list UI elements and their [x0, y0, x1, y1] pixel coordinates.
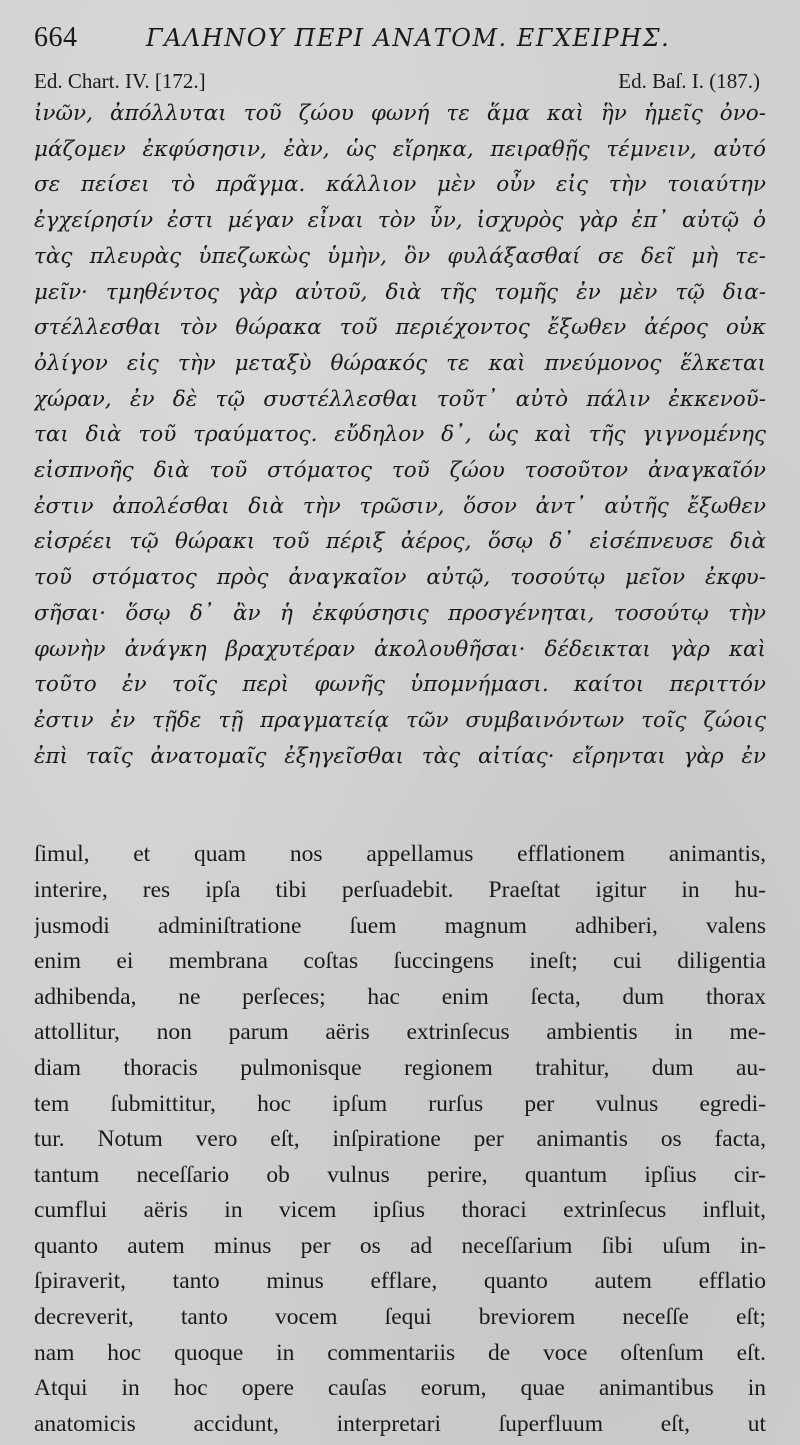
greek-text-line: χώραν, ἐν δὲ τῷ συστέλλεσθαι τοῦτ᾽ αὐτὸ πάλιν ἐκκενοῦ-	[34, 386, 766, 412]
greek-text-line: σε πείσει τὸ πρᾶγμα. κάλλιον μὲν οὖν εἰς τὴν τοιαύτην	[34, 172, 766, 198]
greek-text-line: εἰσπνοῆς διὰ τοῦ στόματος τοῦ ζώου τοσοῦτον ἀναγκαῖόν	[34, 458, 766, 484]
running-head	[34, 22, 766, 66]
greek-text-line: μεῖν· τμηθέντος γὰρ αὐτοῦ, διὰ τῆς τομῆς ἐν μὲν τῷ δια-	[34, 279, 766, 305]
greek-text-block	[34, 96, 766, 774]
greek-text-line: ἐστιν ἀπολέσθαι διὰ τὴν τρῶσιν, ὅσον ἀντ᾽ αὐτῆς ἔξωθεν	[34, 493, 766, 519]
greek-text-line: μάζομεν ἐκφύσησιν, ἐὰν, ὡς εἴρηκα, πειραθῇς τέμνειν, αὐτό	[34, 136, 766, 162]
greek-text-line: ἐγχείρησίν ἐστι μέγαν εἶναι τὸν ὗν, ἰσχυρὸς γὰρ ἐπ᾽ αὐτῷ ὁ	[34, 208, 766, 234]
running-title: ΓΑΛΗΝΟΥ ΠΕΡΙ ΑΝΑΤΟΜ. ΕΓΧΕΙΡΗΣ.	[146, 24, 671, 52]
latin-text-line: enim ei membrana coſtas ſuccingens ineſt; cui diligentia	[34, 948, 766, 975]
latin-text-line: anatomicis accidunt, interpretari ſuperfluum eſt, ut	[34, 1410, 766, 1437]
greek-text-line: τοῦτο ἐν τοῖς περὶ φωνῆς ὑπομνήμασι. καίτοι περιττόν	[34, 672, 766, 698]
greek-text-line: στέλλεσθαι τὸν θώρακα τοῦ περιέχοντος ἔξωθεν ἀέρος οὐκ	[34, 315, 766, 341]
edition-chart-reference: Ed. Chart. IV. [172.]	[34, 69, 206, 93]
latin-text-line: tur. Notum vero eſt, inſpiratione per animantis os facta,	[34, 1126, 766, 1153]
latin-text-line: diam thoracis pulmonisque regionem trahitur, dum au-	[34, 1054, 766, 1081]
greek-text-line: ἐστιν ἐν τῇδε τῇ πραγματείᾳ τῶν συμβαινόντων τοῖς ζώοις	[34, 707, 766, 733]
latin-text-line: ſimul, et quam nos appellamus efflationem animantis,	[34, 841, 766, 868]
greek-text-line: σῆσαι· ὅσῳ δ᾽ ἂν ἡ ἐκφύσησις προσγένηται, τοσούτῳ τὴν	[34, 600, 766, 626]
latin-text-block	[34, 837, 766, 1442]
page-number: 664	[34, 22, 78, 53]
latin-text-line: decreverit, tanto vocem ſequi breviorem neceſſe eſt;	[34, 1304, 766, 1331]
greek-text-line: τὰς πλευρὰς ὑπεζωκὼς ὑμὴν, ὃν φυλάξασθαί σε δεῖ μὴ τε-	[34, 243, 766, 269]
latin-text-line: ſpiraverit, tanto minus efflare, quanto autem efflatio	[34, 1268, 766, 1295]
section-gap	[34, 774, 766, 837]
latin-text-line: attollitur, non parum aëris extrinſecus ambientis in me-	[34, 1019, 766, 1046]
latin-text-line: adhibenda, ne perſeces; hac enim ſecta, dum thorax	[34, 983, 766, 1010]
latin-text-line: jusmodi adminiſtratione ſuem magnum adhiberi, valens	[34, 912, 766, 939]
latin-text-line: quanto autem minus per os ad neceſſarium ſibi uſum in-	[34, 1232, 766, 1259]
latin-text-line: interire, res ipſa tibi perſuadebit. Praeſtat igitur in hu-	[34, 876, 766, 903]
latin-text-line: Atqui in hoc opere cauſas eorum, quae animantibus in	[34, 1375, 766, 1402]
greek-text-line: ται διὰ τοῦ τραύματος. εὔδηλον δ᾽, ὡς καὶ τῆς γιγνομένης	[34, 422, 766, 448]
greek-text-line: ὀλίγον εἰς τὴν μεταξὺ θώρακός τε καὶ πνεύμονος ἕλκεται	[34, 350, 766, 376]
edition-basel-reference: Ed. Baſ. I. (187.)	[618, 69, 760, 93]
greek-text-line: φωνὴν ἀνάγκη βραχυτέραν ἀκολουθῆσαι· δέδεικται γὰρ καὶ	[34, 636, 766, 662]
greek-text-line: τοῦ στόματος πρὸς ἀναγκαῖον αὐτῷ, τοσούτῳ μεῖον ἐκφυ-	[34, 565, 766, 591]
latin-text-line: tantum neceſſario ob vulnus perire, quantum ipſius cir-	[34, 1161, 766, 1188]
latin-text-line: nam hoc quoque in commentariis de voce oſtenſum eſt.	[34, 1339, 766, 1366]
latin-text-line: cumflui aëris in vicem ipſius thoraci extrinſecus influit,	[34, 1197, 766, 1224]
greek-text-line: ἐπὶ ταῖς ἀνατομαῖς ἐξηγεῖσθαι τὰς αἰτίας· εἴρηνται γὰρ ἐν	[34, 743, 766, 769]
edition-reference-line	[34, 66, 766, 96]
latin-text-line: tem ſubmittitur, hoc ipſum rurſus per vulnus egredi-	[34, 1090, 766, 1117]
greek-text-line: ἰνῶν, ἀπόλλυται τοῦ ζώου φωνή τε ἅμα καὶ ἣν ἡμεῖς ὀνο-	[34, 101, 766, 126]
greek-text-line: εἰσρέει τῷ θώρακι τοῦ πέριξ ἀέρος, ὅσῳ δ᾽ εἰσέπνευσε διὰ	[34, 529, 766, 555]
